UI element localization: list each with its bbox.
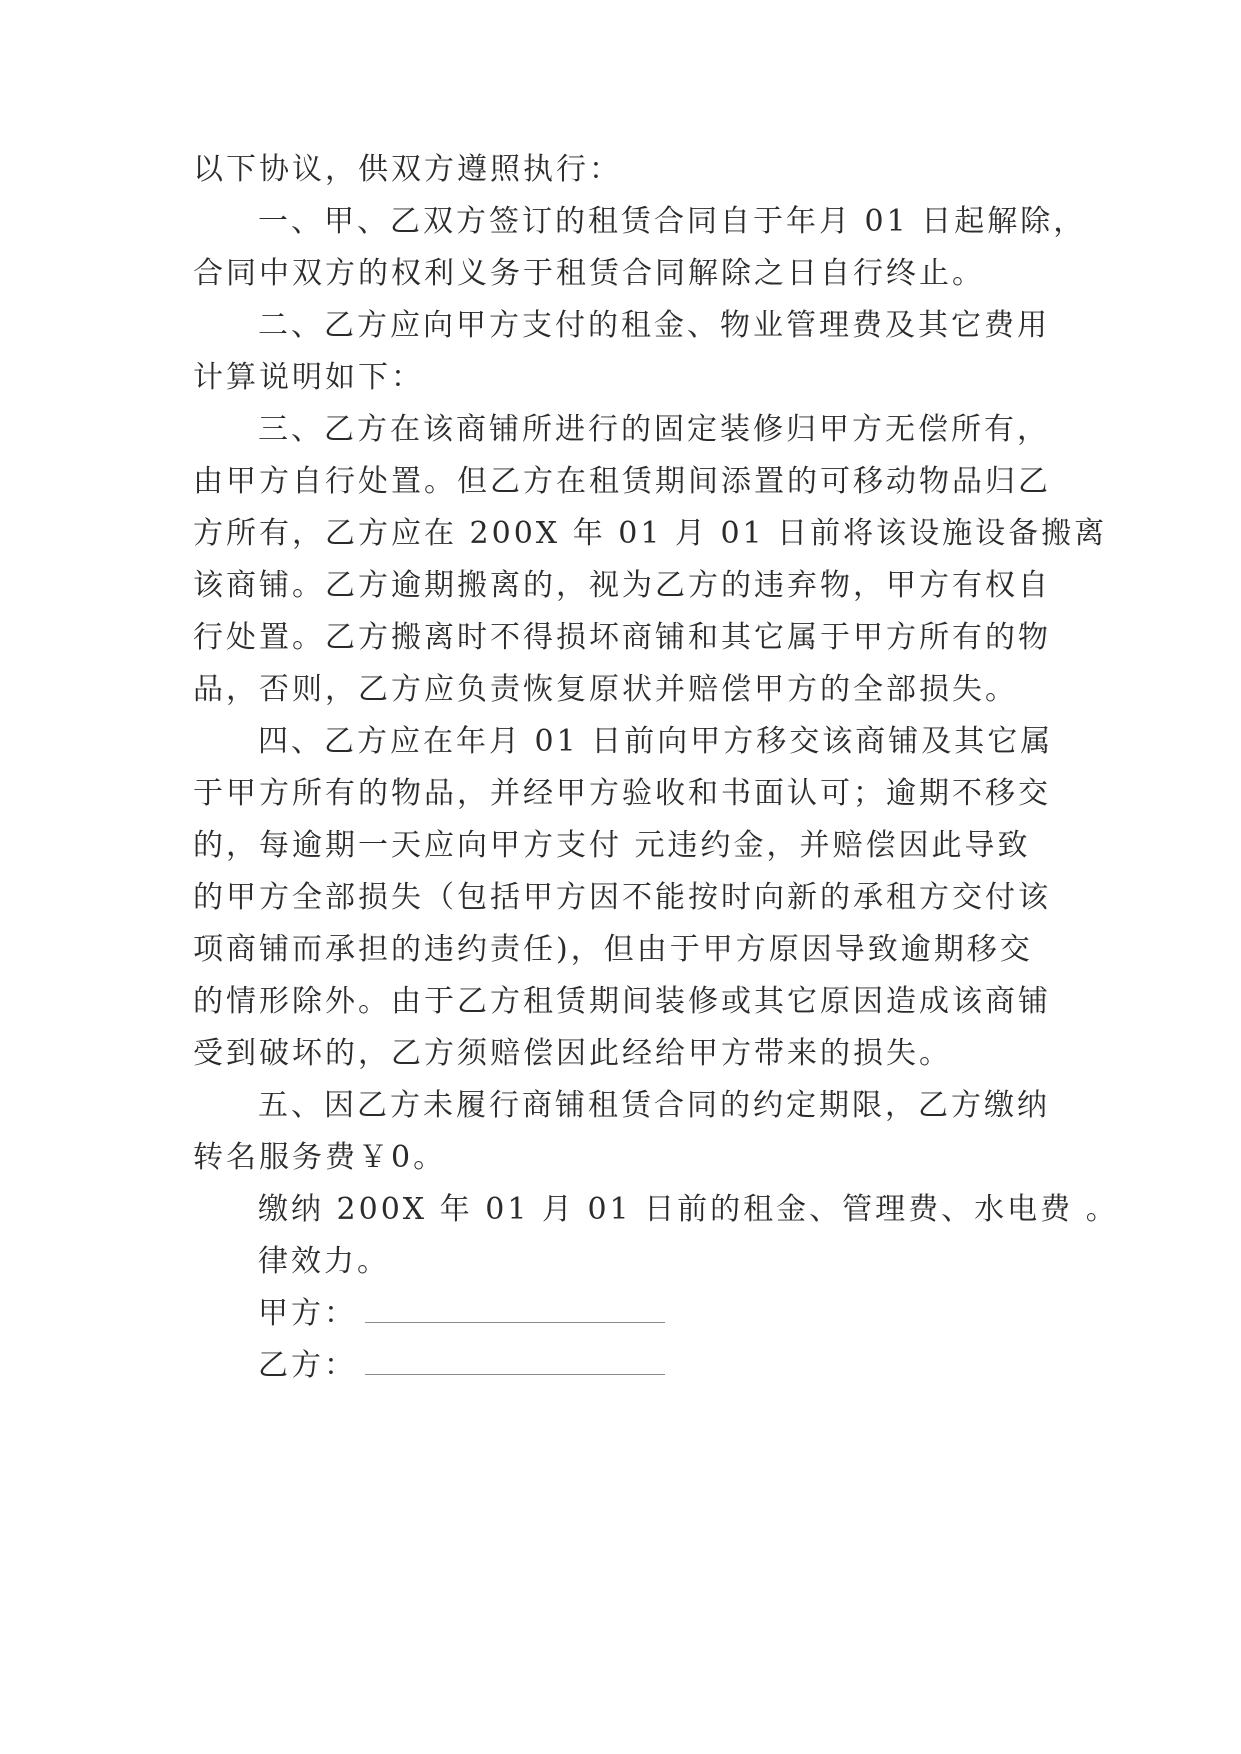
signature-blank [365,1296,665,1323]
text-line: 的，每逾期一天应向甲方支付 元违约金，并赔偿因此导致 [193,828,1031,863]
text-line: 于甲方所有的物品，并经甲方验收和书面认可；逾期不移交 [193,776,1051,811]
text-line: 合同中双方的权利义务于租赁合同解除之日自行终止。 [193,256,985,291]
text-line: 的甲方全部损失（包括甲方因不能按时向新的承租方交付该 [193,880,1051,915]
text-line: 由甲方自行处置。但乙方在租赁期间添置的可移动物品归乙 [193,464,1051,499]
text-line: 一、甲、乙双方签订的租赁合同自于年月 01 日起解除， [258,204,1087,239]
text-line: 受到破坏的，乙方须赔偿因此经给甲方带来的损失。 [193,1036,952,1071]
signature-label: 乙方： [258,1348,357,1383]
text-line: 的情形除外。由于乙方租赁期间装修或其它原因造成该商铺 [193,984,1051,1019]
text-line: 行处置。乙方搬离时不得损坏商铺和其它属于甲方所有的物 [193,620,1051,655]
signature-blank [365,1348,665,1375]
text-line: 四、乙方应在年月 01 日前向甲方移交该商铺及其它属 [258,724,1054,759]
signature-party-a [258,1294,665,1334]
text-line: 该商铺。乙方逾期搬离的，视为乙方的违弃物，甲方有权自 [193,568,1051,603]
text-line: 二、乙方应向甲方支付的租金、物业管理费及其它费用 [258,308,1050,343]
text-line: 三、乙方在该商铺所进行的固定装修归甲方无偿所有， [258,412,1050,447]
text-line: 缴纳 200X 年 01 月 01 日前的租金、管理费、水电费 。 [258,1192,1119,1227]
text-line: 以下协议，供双方遵照执行： [193,152,622,187]
text-line: 项商铺而承担的违约责任)，但由于甲方原因导致逾期移交 [193,932,1033,967]
text-line: 计算说明如下： [193,360,424,395]
text-line: 转名服务费￥0。 [193,1140,447,1175]
signature-party-b [258,1346,665,1386]
text-line: 品，否则，乙方应负责恢复原状并赔偿甲方的全部损失。 [193,672,1018,707]
text-line: 律效力。 [258,1244,390,1279]
text-line: 五、因乙方未履行商铺租赁合同的约定期限，乙方缴纳 [258,1088,1050,1123]
text-line: 方所有，乙方应在 200X 年 01 月 01 日前将该设施设备搬离 [193,516,1108,551]
signature-label: 甲方： [258,1296,357,1331]
